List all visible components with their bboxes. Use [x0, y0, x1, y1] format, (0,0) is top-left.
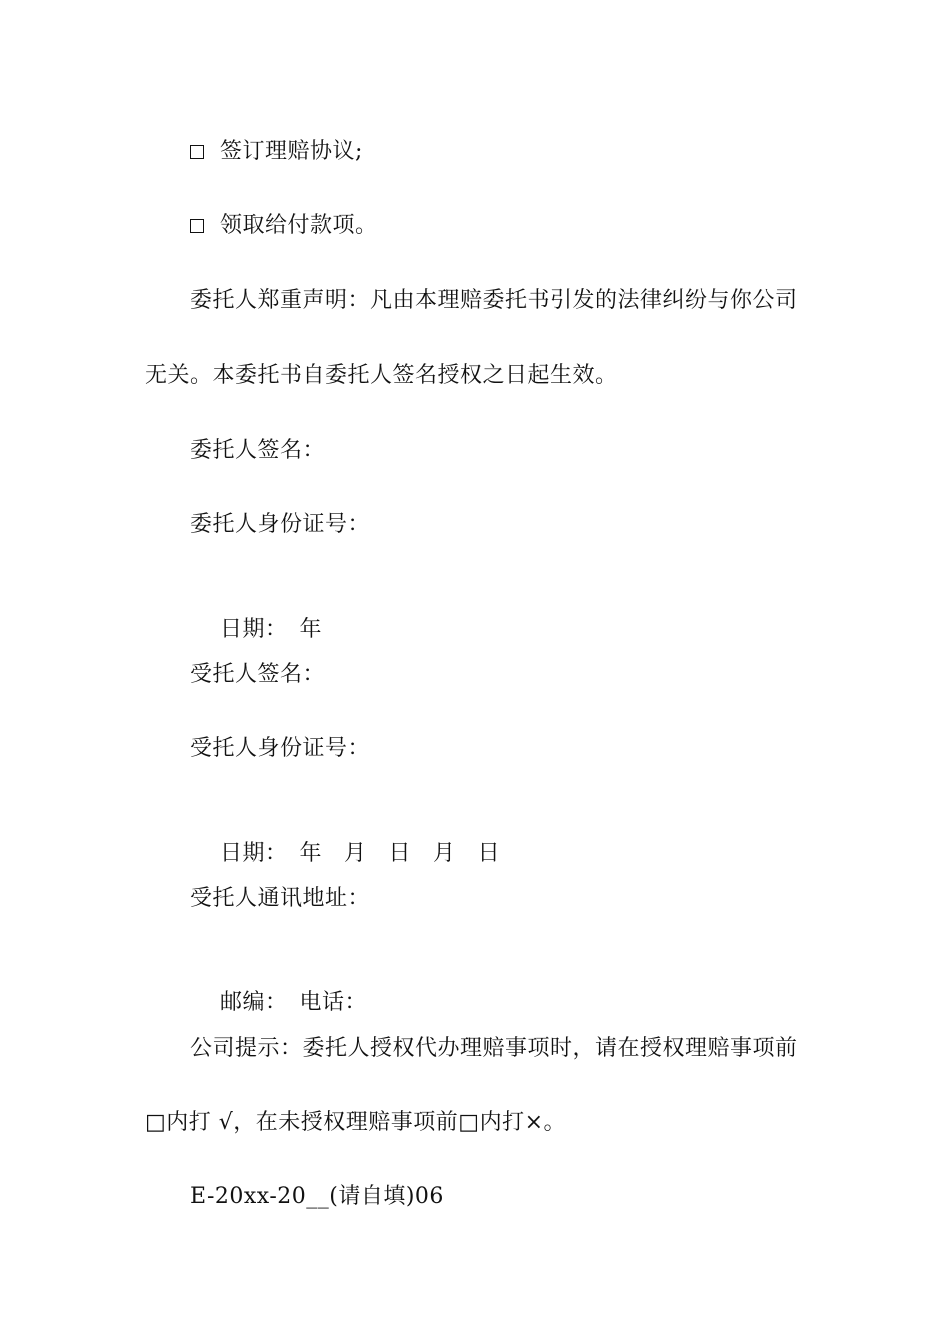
agent-address-label: 受托人通讯地址： [190, 886, 371, 911]
agent-signature-label: 受托人签名： [190, 662, 326, 687]
date-month: 月 [433, 841, 456, 866]
phone-label: 电话： [299, 990, 368, 1015]
principal-id-label: 委托人身份证号： [190, 512, 371, 537]
date-month: 月 [344, 841, 367, 866]
date-year: 年 [299, 617, 323, 642]
option-sign-agreement [190, 137, 363, 167]
agent-id-label: 受托人身份证号： [190, 736, 371, 761]
date-label: 日期： [219, 617, 288, 642]
date-day: 日 [477, 841, 501, 866]
form-code: E-20xx-20__(请自填)06 [190, 1184, 444, 1209]
declaration-line-2: 无关。本委托书自委托人签名授权之日起生效。 [145, 363, 618, 388]
option-receive-payment [190, 211, 378, 241]
checkbox[interactable] [190, 145, 204, 159]
option-label: 签订理赔协议; [220, 139, 363, 164]
date-label: 日期： [219, 841, 288, 866]
postcode-label: 邮编： [219, 990, 288, 1015]
date-day: 日 [388, 841, 412, 866]
checkbox[interactable] [190, 219, 204, 233]
date-year: 年 [299, 841, 323, 866]
notice-line-2: □内打 √，在未授权理赔事项前□内打×。 [145, 1110, 567, 1135]
option-label: 领取给付款项。 [220, 213, 378, 238]
notice-line-1: 公司提示：委托人授权代办理赔事项时，请在授权理赔事项前 [190, 1036, 798, 1061]
declaration-line-1: 委托人郑重声明：凡由本理赔委托书引发的法律纠纷与你公司 [190, 288, 798, 313]
principal-signature-label: 委托人签名： [190, 438, 326, 463]
